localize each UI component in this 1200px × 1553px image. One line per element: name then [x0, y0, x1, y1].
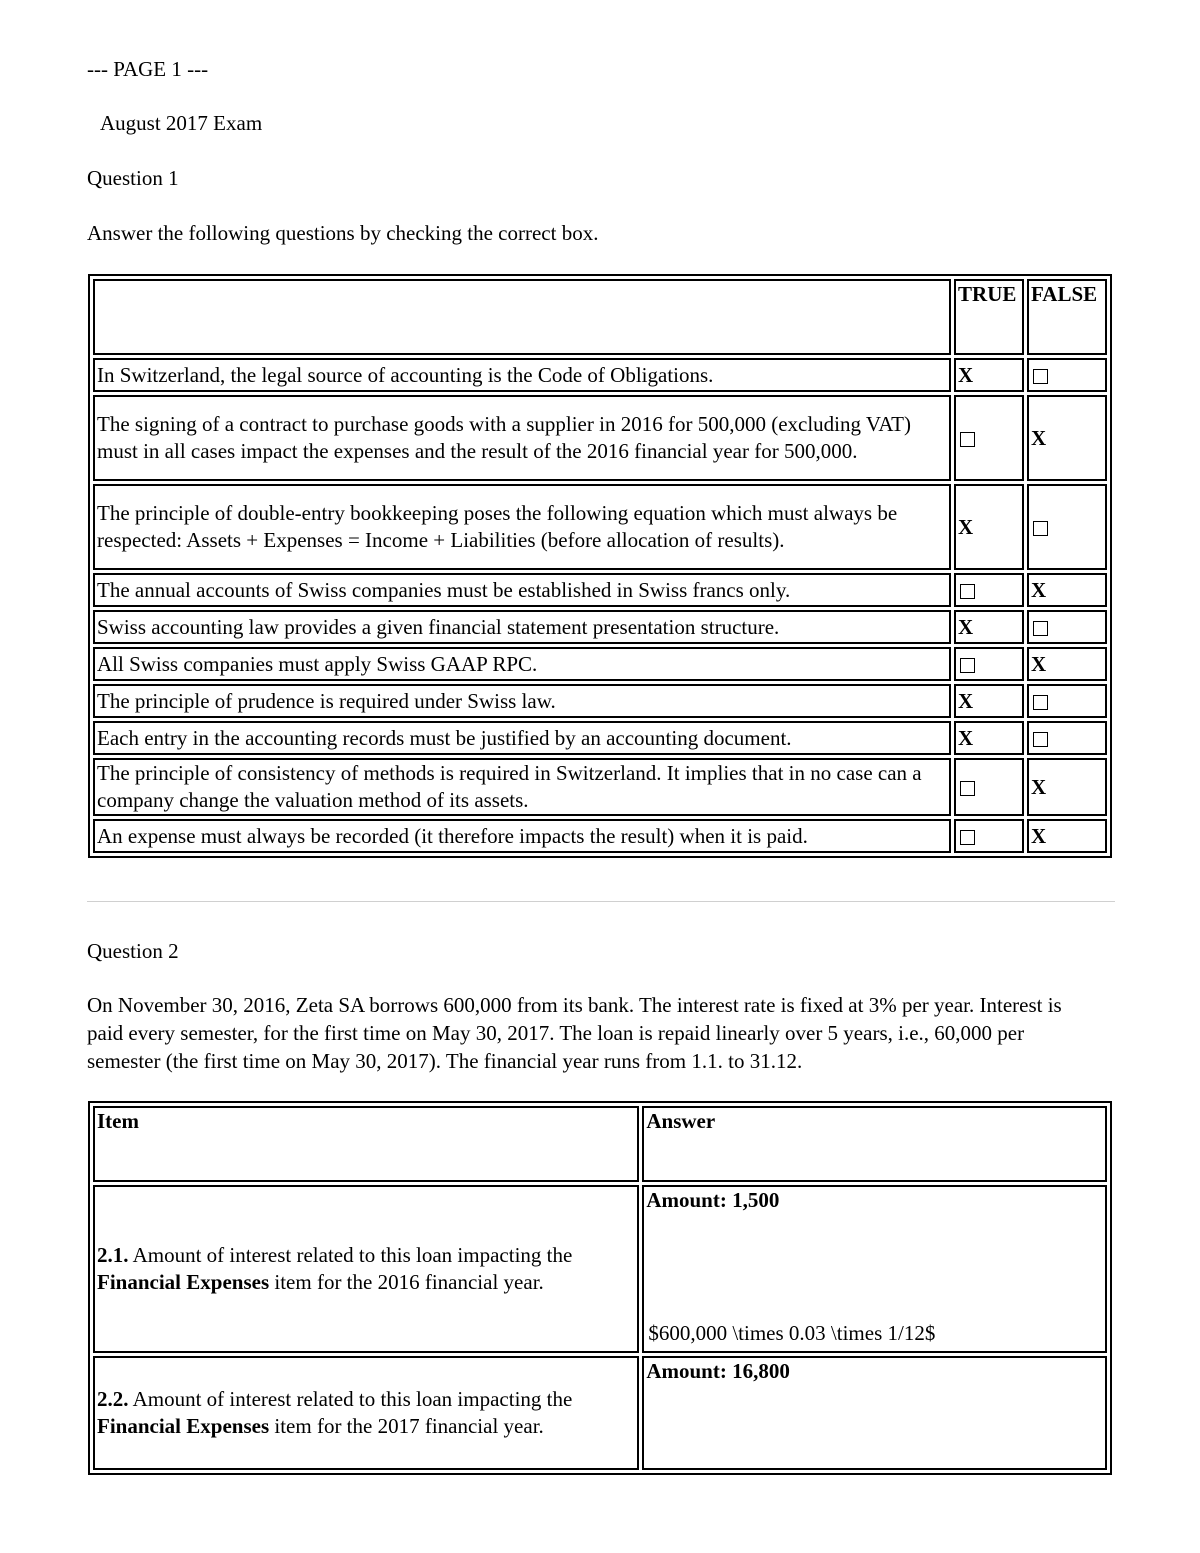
false-column-header: FALSE [1027, 279, 1107, 355]
statement-cell: The principle of prudence is required under Swiss law. [93, 684, 951, 718]
false-answer-cell[interactable] [1027, 758, 1107, 816]
true-false-table [88, 274, 1112, 858]
table-row [93, 484, 1107, 570]
true-answer-cell[interactable] [954, 721, 1024, 755]
checked-mark: X [1031, 651, 1047, 676]
checked-mark: X [1031, 577, 1047, 602]
empty-checkbox-icon[interactable] [960, 658, 975, 673]
checked-mark: X [1031, 774, 1047, 799]
answer-cell[interactable] [642, 1185, 1107, 1353]
item-cell [93, 1356, 639, 1470]
false-answer-cell[interactable] [1027, 484, 1107, 570]
checked-mark: X [958, 362, 974, 387]
item-cell [93, 1185, 639, 1353]
empty-checkbox-icon[interactable] [960, 584, 975, 599]
true-answer-cell[interactable] [954, 610, 1024, 644]
table-row [93, 647, 1107, 681]
table-row [93, 358, 1107, 392]
false-answer-cell[interactable] [1027, 819, 1107, 853]
item-text: item for the 2017 financial year. [269, 1414, 544, 1438]
true-answer-cell[interactable] [954, 684, 1024, 718]
statement-header-cell [93, 279, 951, 355]
item-column-header: Item [93, 1106, 639, 1182]
item-number: 2.2. [97, 1387, 129, 1411]
table-row [93, 684, 1107, 718]
false-answer-cell[interactable] [1027, 358, 1107, 392]
table-row [93, 721, 1107, 755]
checked-mark: X [958, 514, 974, 539]
statement-cell: Swiss accounting law provides a given financial statement presentation structure. [93, 610, 951, 644]
checked-mark: X [1031, 425, 1047, 450]
true-answer-cell[interactable] [954, 358, 1024, 392]
empty-checkbox-icon[interactable] [960, 830, 975, 845]
true-answer-cell[interactable] [954, 647, 1024, 681]
false-answer-cell[interactable] [1027, 573, 1107, 607]
true-answer-cell[interactable] [954, 484, 1024, 570]
empty-checkbox-icon[interactable] [1033, 521, 1048, 536]
table-row [93, 610, 1107, 644]
checked-mark: X [1031, 823, 1047, 848]
false-answer-cell[interactable] [1027, 684, 1107, 718]
false-answer-cell[interactable] [1027, 721, 1107, 755]
statement-cell: Each entry in the accounting records must be justified by an accounting document. [93, 721, 951, 755]
empty-checkbox-icon[interactable] [960, 432, 975, 447]
item-text: Amount of interest related to this loan impacting the [128, 1243, 573, 1267]
loan-answer-table [88, 1101, 1112, 1475]
question-2-text: On November 30, 2016, Zeta SA borrows 600,000 from its bank. The interest rate is fixed at 3% per year. Interest is paid every semester, for the first time on May 30, 2017. The loan is repaid linearly over 5 years, i.e., 60,000 per semester (the first time on May 30, 2017). The financial year runs from 1.1. to 31.12. [87, 993, 1062, 1073]
item-number: 2.1. [97, 1243, 129, 1267]
table-row [93, 758, 1107, 816]
item-text: item for the 2016 financial year. [269, 1270, 544, 1294]
answer-column-header: Answer [642, 1106, 1107, 1182]
false-answer-cell[interactable] [1027, 610, 1107, 644]
answer-cell[interactable] [642, 1356, 1107, 1470]
answer-formula: $600,000 \times 0.03 \times 1/12$ [648, 1321, 936, 1345]
table-header-row [93, 279, 1107, 355]
checked-mark: X [958, 614, 974, 639]
table-row [93, 819, 1107, 853]
answer-amount: Amount: 1,500 [646, 1188, 780, 1212]
checked-mark: X [958, 688, 974, 713]
question-2-heading: Question 2 [87, 939, 179, 963]
statement-cell: All Swiss companies must apply Swiss GAAP RPC. [93, 647, 951, 681]
item-text: Amount of interest related to this loan impacting the [128, 1387, 573, 1411]
statement-cell: The principle of consistency of methods is required in Switzerland. It implies that in no case can a company change the valuation method of its assets. [93, 758, 951, 816]
true-answer-cell[interactable] [954, 573, 1024, 607]
answer-amount: Amount: 16,800 [646, 1359, 790, 1383]
table-row [93, 573, 1107, 607]
statement-cell: The principle of double-entry bookkeeping poses the following equation which must always be respected: Assets + Expenses = Income + Liabilities (before allocation of results). [93, 484, 951, 570]
statement-cell: The annual accounts of Swiss companies must be established in Swiss francs only. [93, 573, 951, 607]
item-bold-term: Financial Expenses [97, 1414, 270, 1438]
empty-checkbox-icon[interactable] [1033, 369, 1048, 384]
false-answer-cell[interactable] [1027, 395, 1107, 481]
page-marker: --- PAGE 1 --- [87, 57, 209, 81]
table-row [93, 395, 1107, 481]
checked-mark: X [958, 725, 974, 750]
true-answer-cell[interactable] [954, 758, 1024, 816]
section-divider [87, 901, 1115, 902]
question-1-instruction: Answer the following questions by checking the correct box. [87, 221, 599, 245]
table-row [93, 1185, 1107, 1353]
table-header-row [93, 1106, 1107, 1182]
table-row [93, 1356, 1107, 1470]
true-answer-cell[interactable] [954, 395, 1024, 481]
item-bold-term: Financial Expenses [97, 1270, 270, 1294]
false-answer-cell[interactable] [1027, 647, 1107, 681]
question-1-heading: Question 1 [87, 166, 179, 190]
statement-cell: An expense must always be recorded (it therefore impacts the result) when it is paid. [93, 819, 951, 853]
exam-title: August 2017 Exam [100, 111, 263, 135]
true-answer-cell[interactable] [954, 819, 1024, 853]
empty-checkbox-icon[interactable] [1033, 695, 1048, 710]
true-column-header: TRUE [954, 279, 1024, 355]
empty-checkbox-icon[interactable] [1033, 621, 1048, 636]
empty-checkbox-icon[interactable] [1033, 732, 1048, 747]
statement-cell: In Switzerland, the legal source of accounting is the Code of Obligations. [93, 358, 951, 392]
statement-cell: The signing of a contract to purchase goods with a supplier in 2016 for 500,000 (excluding VAT) must in all cases impact the expenses and the result of the 2016 financial year for 500,000. [93, 395, 951, 481]
empty-checkbox-icon[interactable] [960, 781, 975, 796]
